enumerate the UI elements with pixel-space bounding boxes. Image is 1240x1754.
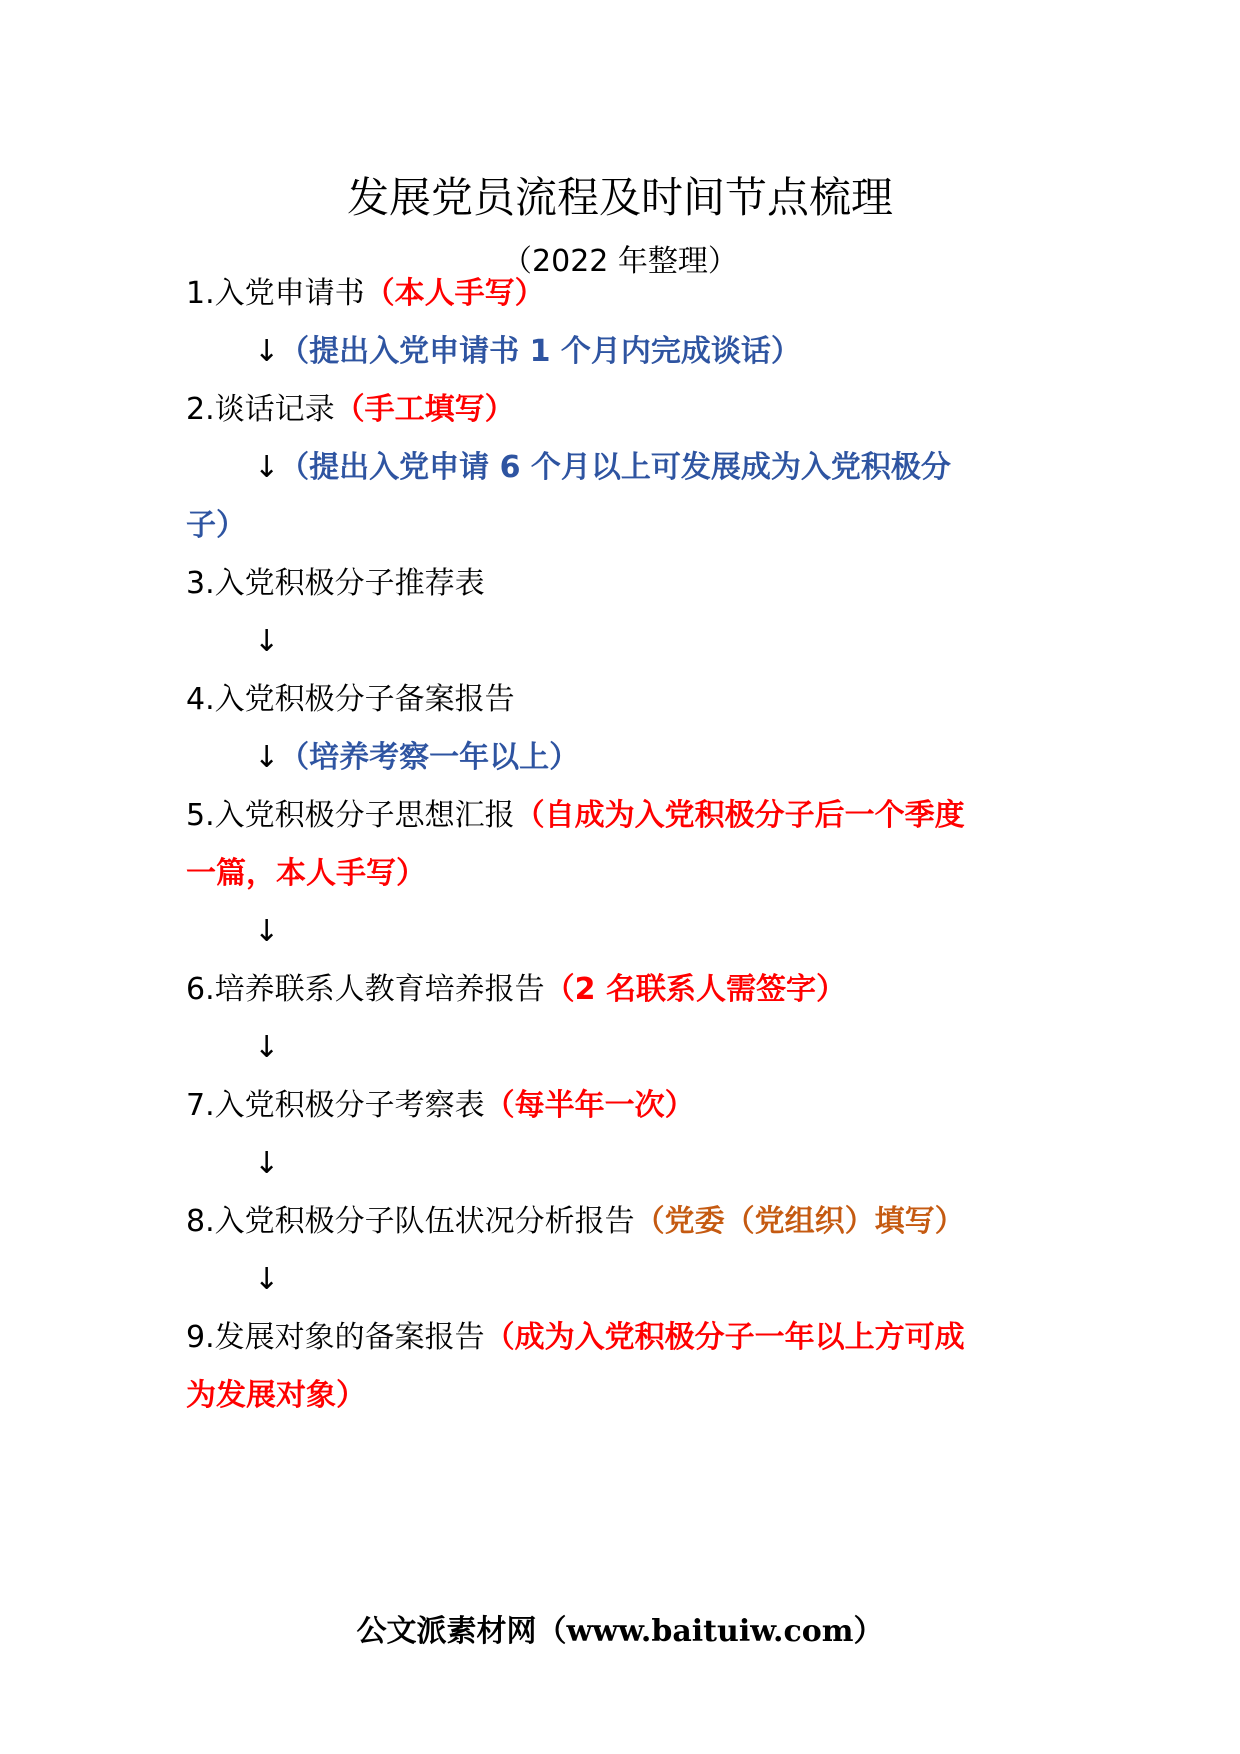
step-1-label: 1.入党申请书 — [186, 276, 365, 311]
down-arrow-icon: ↓ — [254, 450, 280, 485]
down-arrow-icon: ↓ — [254, 740, 280, 775]
footer-watermark: 公文派素材网（www.baituiw.com） — [356, 1614, 884, 1649]
document-subtitle: （2022 年整理） — [502, 244, 738, 279]
step-5-note-line2: 一篇，本人手写） — [186, 856, 426, 891]
step-4-label: 4.入党积极分子备案报告 — [186, 682, 515, 717]
step-4 — [186, 678, 1066, 722]
step-6-label: 6.培养联系人教育培养报告 — [186, 972, 545, 1007]
step-1 — [186, 272, 1066, 316]
arrow-6 — [254, 1026, 1134, 1070]
step-3-label: 3.入党积极分子推荐表 — [186, 566, 485, 601]
step-2 — [186, 388, 1066, 432]
step-9-note-line1: （成为入党积极分子一年以上方可成 — [484, 1320, 965, 1355]
step-2-note: （手工填写） — [334, 392, 515, 427]
step-9 — [186, 1316, 1066, 1360]
arrow-8 — [254, 1258, 1134, 1302]
step-1-note: （本人手写） — [364, 276, 545, 311]
down-arrow-icon: ↓ — [254, 1262, 280, 1297]
step-3 — [186, 562, 1066, 606]
arrow-2-continued — [186, 504, 1066, 548]
step-6-note: （2 名联系人需签字） — [544, 972, 846, 1007]
arrow-1 — [254, 330, 1134, 374]
arrow-2 — [254, 446, 1134, 490]
step-5-note-line1: （自成为入党积极分子后一个季度 — [514, 798, 965, 833]
down-arrow-icon: ↓ — [254, 624, 280, 659]
step-5-label: 5.入党积极分子思想汇报 — [186, 798, 515, 833]
step-8 — [186, 1200, 1066, 1244]
step-7-label: 7.入党积极分子考察表 — [186, 1088, 485, 1123]
step-6 — [186, 968, 1066, 1012]
step-8-label: 8.入党积极分子队伍状况分析报告 — [186, 1204, 635, 1239]
step-7-note: （每半年一次） — [484, 1088, 695, 1123]
document-title: 发展党员流程及时间节点梳理 — [346, 173, 893, 222]
arrow-5 — [254, 910, 1134, 954]
arrow-4-note: （培养考察一年以上） — [279, 740, 580, 775]
down-arrow-icon: ↓ — [254, 914, 280, 949]
arrow-3 — [254, 620, 1134, 664]
arrow-2-note-line1: （提出入党申请 6 个月以上可发展成为入党积极分 — [279, 450, 951, 485]
arrow-2-note-line2: 子） — [186, 508, 246, 543]
step-9-note-line2: 为发展对象） — [186, 1378, 366, 1413]
step-2-label: 2.谈话记录 — [186, 392, 335, 427]
arrow-1-note: （提出入党申请书 1 个月内完成谈话） — [279, 334, 801, 369]
step-5-continued — [186, 852, 1066, 896]
arrow-7 — [254, 1142, 1134, 1186]
arrow-4 — [254, 736, 1134, 780]
step-7 — [186, 1084, 1066, 1128]
step-8-note: （党委（党组织）填写） — [634, 1204, 965, 1239]
step-9-continued — [186, 1374, 1066, 1418]
step-5 — [186, 794, 1066, 838]
step-9-label: 9.发展对象的备案报告 — [186, 1320, 485, 1355]
down-arrow-icon: ↓ — [254, 1146, 280, 1181]
down-arrow-icon: ↓ — [254, 334, 280, 369]
down-arrow-icon: ↓ — [254, 1030, 280, 1065]
